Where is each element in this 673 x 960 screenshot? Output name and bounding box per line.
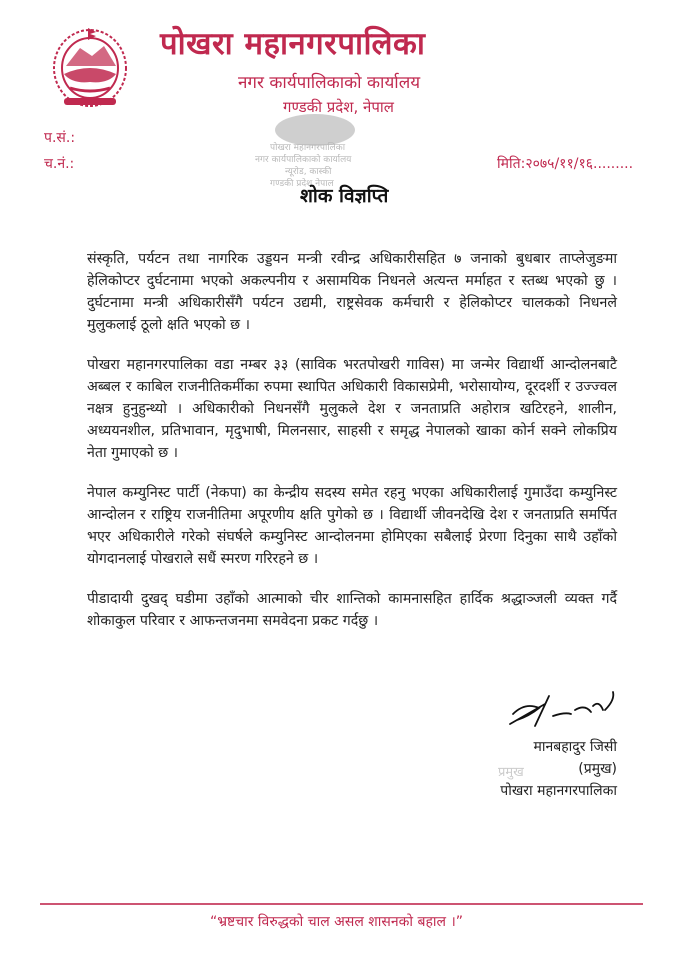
footer-motto: “भ्रष्टचार विरुद्धको चाल असल शासनको बहाल ।” <box>209 914 464 930</box>
signatory-designation: (प्रमुख) <box>578 761 617 777</box>
nepal-coat-of-arms-icon <box>48 22 132 114</box>
organization-title: पोखरा महानगरपालिका <box>160 26 426 62</box>
signatory-name: मानबहादुर जिसी <box>533 739 617 755</box>
notice-title: शोक विज्ञप्ति <box>300 185 389 207</box>
paragraph: पीडादायी दुखद् घडीमा उहाँको आत्माको चीर शान्तिको कामनासहित हार्दिक श्रद्धाञ्जली व्यक्त गर्दै शोकाकुल परिवार र आफन्तजनमा समवेदना प्रकट गर्दछु । <box>87 591 617 629</box>
date-value: २०७५/११/१६......... <box>525 156 634 172</box>
office-stamp-icon <box>250 110 380 190</box>
office-name: नगर कार्यपालिकाको कार्यालय <box>238 73 421 93</box>
stamp-line2: नगर कार्यपालिकाको कार्यालय <box>255 155 352 165</box>
office-address: गण्डकी प्रदेश, नेपाल <box>283 98 394 116</box>
paragraph: संस्कृति, पर्यटन तथा नागरिक उड्डयन मन्त्री रवीन्द्र अधिकारीसहित ७ जनाको बुधबार ताप्लेजुङमा हेलिकोप्टर दुर्घटनामा भएको अकल्पनीय र असामयिक निधनले अत्यन्त मर्माहत र स्तब्ध भएको छु । दुर्घटनामा मन्त्री अधिकारीसँगै पर्यटन उद्यमी, राष्ट्रसेवक कर्मचारी र हेलिकोप्टर चालकको निधनले मुलुकलाई ठूलो क्षति भएको छ । <box>87 251 617 333</box>
date-label: मिति: <box>497 156 526 172</box>
dispatch-number-label: च.नं.: <box>44 156 75 172</box>
date-field <box>497 154 633 173</box>
notice-body <box>87 248 617 650</box>
paragraph: पोखरा महानगरपालिका वडा नम्बर ३३ (साविक भरतपोखरी गाविस) मा जन्मेर विद्यार्थी आन्दोलनबाटै अब्बल र काबिल राजनीतिकर्मीका रुपमा स्थापित अधिकारी विकासप्रेमी, भरोसायोग्य, दूरदर्शी र उज्ज्वल नक्षत्र हुनुहुन्थ्यो । अधिकारीको निधनसँगै मुलुकले देश र जनताप्रति अहोरात्र खटिरहने, शालीन, अध्ययनशील, प्रतिभावान, मृदुभाषी, मिलनसार, साहसी र समृद्ध नेपालको खाका कोर्न सक्ने लोकप्रिय नेता गुमाएको छ । <box>87 357 617 461</box>
faded-designation-stamp: प्रमुख <box>498 765 524 780</box>
paragraph: नेपाल कम्युनिस्ट पार्टी (नेकपा) का केन्द्रीय सदस्य समेत रहनु भएका अधिकारीलाई गुमाउँदा कम्युनिस्ट आन्दोलन र राष्ट्रिय राजनीतिमा अपूरणीय क्षति पुगेको छ । विद्यार्थी जीवनदेखि देश र जनताप्रति समर्पित भएर अधिकारीले गरेको संघर्षले कम्युनिस्ट आन्दोलनमा होमिएका सबैलाई प्रेरणा दिनुका साथै उहाँको योगदानलाई पोखराले सधैं स्मरण गरिरहने छ । <box>87 485 617 567</box>
footer-divider <box>40 903 643 905</box>
stamp-line1: पोखरा महानगरपालिका <box>270 143 346 153</box>
stamp-line4: गण्डकी प्रदेश नेपाल <box>270 179 334 189</box>
letter-number-label: प.सं.: <box>44 130 76 146</box>
signatory-organization: पोखरा महानगरपालिका <box>500 783 617 799</box>
handwritten-signature-icon <box>505 690 620 730</box>
signatory-block <box>500 736 617 802</box>
stamp-line3: न्यूरोड, कास्की <box>285 167 332 177</box>
